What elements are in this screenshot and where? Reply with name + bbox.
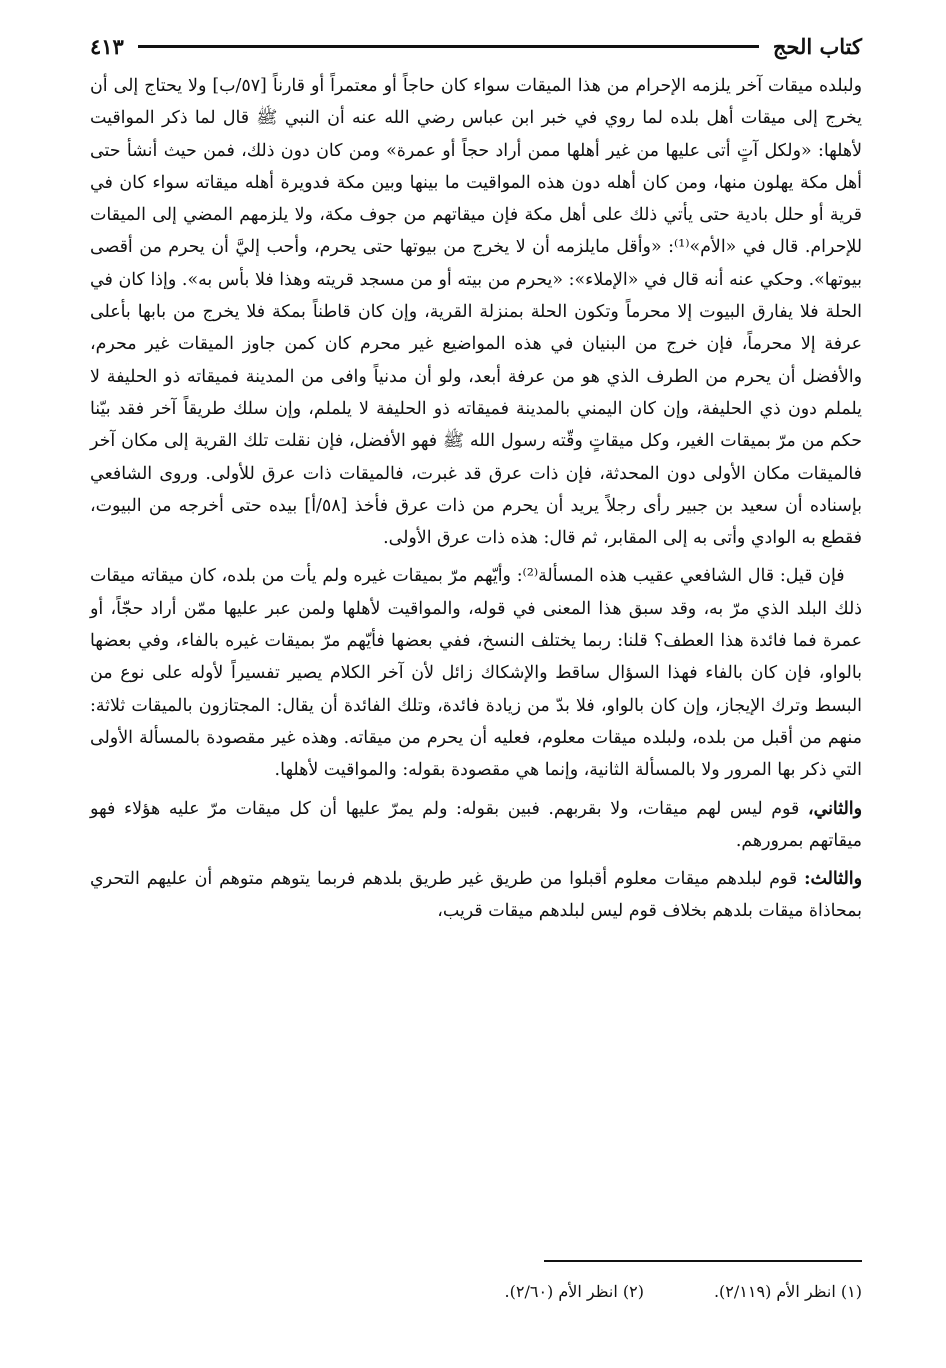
footnote-2 bbox=[505, 1278, 644, 1306]
footnote-number: (١) bbox=[840, 1282, 862, 1301]
footnote-rule bbox=[544, 1260, 862, 1262]
paragraph-lead: والثاني، bbox=[807, 798, 862, 819]
header-rule bbox=[138, 45, 759, 48]
footnote-text: انظر الأم (٢/١١٩). bbox=[713, 1282, 836, 1301]
paragraph-lead: والثالث: bbox=[804, 869, 862, 890]
footnote-number: (٢) bbox=[622, 1282, 644, 1301]
paragraph-1 bbox=[90, 70, 862, 554]
paragraph-text: فإن قيل: قال الشافعي عقيب هذه المسألة⁽²⁾: وأيّهم مرّ بميقات غيره ولم يأت من بلده، كان ميقاته ميقات ذلك البلد الذي مرّ به، وقد سبق هذا المعنى في قوله، والمواقيت لأهلها ولمن عبر عليها ممّن أراد حجّاً، أو عمرة فما فائدة هذا العطف؟ قلنا: ربما يختلف النسخ، ففي بعضها فأيّهم مرّ بميقات غيره بالفاء، وفي بعضها بالواو، فإن كان بالفاء فهذا السؤال ساقط والإشكاك زائل لأن آخر الكلام يصير تفسيراً لأوله على نوع من البسط وترك الإيجاز، وإن كان بالواو، فلا بدّ من زيادة فائدة، وتلك الفائدة أن يقال: المجتازون بالميقات ثلاثة: منهم من أقبل من بلده، ولبلده ميقات معلوم، فعليه أن يحرم من ميقاته. وهذه غير مقصودة بالمسألة الأولى التي ذكر بها المرور ولا بالمسألة الثانية، وإنما هي مقصودة بقوله: والمواقيت لأهلها. bbox=[90, 566, 862, 781]
paragraph-4 bbox=[90, 863, 862, 928]
paragraph-3 bbox=[90, 793, 862, 858]
paragraph-2 bbox=[90, 560, 862, 786]
running-header bbox=[90, 30, 862, 62]
page-number: ٤١٣ bbox=[90, 33, 124, 59]
paragraph-text: قوم ليس لهم ميقات، ولا بقربهم. فبين بقوله: ولم يمرّ عليها أن كل ميقات مرّ عليه هؤلاء فهو ميقاتهم بمرورهم. bbox=[90, 798, 862, 851]
footnote-1 bbox=[714, 1278, 862, 1306]
footnote-text: انظر الأم (٢/٦٠). bbox=[504, 1282, 618, 1301]
paragraph-text: ولبلده ميقات آخر يلزمه الإحرام من هذا الميقات سواء كان حاجاً أو معتمراً أو قارناً [٥٧/ب] ولا يحتاج إلى أن يخرج إلى ميقات أهل بلده لما روي في خبر ابن عباس رضي الله عنه أن النبي ﷺ قال لما ذكر المواقيت لأهلها: «ولكل آتٍ أتى عليها من غير أهلها ممن أراد حجاً أو عمرة» ومن كان دون ذلك، فمن حيث أنشأ حتى أهل مكة يهلون منها، ومن كان أهله دون هذه المواقيت ما بينها وبين مكة فدويرة أهله ميقاته سواء كان في قرية أو حلل بادية حتى يأتي ذلك على أهل مكة فإن ميقاتهم من جوف مكة، ولا يلزمهم المضي إلى الميقات للإحرام. قال في «الأم»⁽¹⁾: «وأقل مايلزمه أن لا يخرج من بيوتها حتى يحرم، وأحب إليَّ أن يحرم من أقصى بيوتها». وحكي عنه أنه قال في «الإملاء»: «يحرم من بيته أو من مسجد قريته وهذا فلا بأس به». وإذا كان في الحلة فلا يفارق البيوت إلا محرماً وتكون الحلة بمنزلة القرية، وإن كان قاطناً بمكة فلا يخرج من بابها بأعلى عرفة إلا محرماً، فإن خرج من البنيان في هذه المواضيع غير محرم كان كمن جاوز الميقات غير محرم، والأفضل أن يحرم من الطرف الذي هو من عرفة أبعد، ولو أن مدنياً وافى من المدينة فميقاته ذو الحليفة لا يلملم دون ذي الحليفة، وإن كان اليمني بالمدينة فميقاته ذو الحليفة لا يلملم، وإن سلك طريقاً آخر فقد بيّنا حكم من مرّ بميقات الغير، وكل ميقاتٍ وقّته رسول الله ﷺ فهو الأفضل، فإن نقلت تلك القرية إلى مكان آخر فالميقات مكان الأولى دون المحدثة، فإن ذات عرق قد غبرت، فالميقات ذات عرق للأولى. وروى الشافعي بإسناده أن سعيد بن جبير رأى رجلاً يريد أن يحرم من ذات عرق فأخذ [٥٨/أ] بيده حتى أخرجه من البيوت، فقطع به الوادي وأتى به إلى المقابر، ثم قال: هذه ذات عرق الأولى. bbox=[90, 76, 863, 549]
main-text bbox=[90, 70, 862, 928]
paragraph-text: قوم لبلدهم ميقات معلوم أقبلوا من طريق غير طريق بلدهم فربما يتوهم متوهم أن عليهم التحري بمحاذاة ميقات بلدهم بخلاف قوم ليس لبلدهم ميقات قريب، bbox=[90, 869, 862, 922]
book-title: كتاب الحج bbox=[772, 33, 862, 59]
footnotes bbox=[90, 1278, 862, 1306]
